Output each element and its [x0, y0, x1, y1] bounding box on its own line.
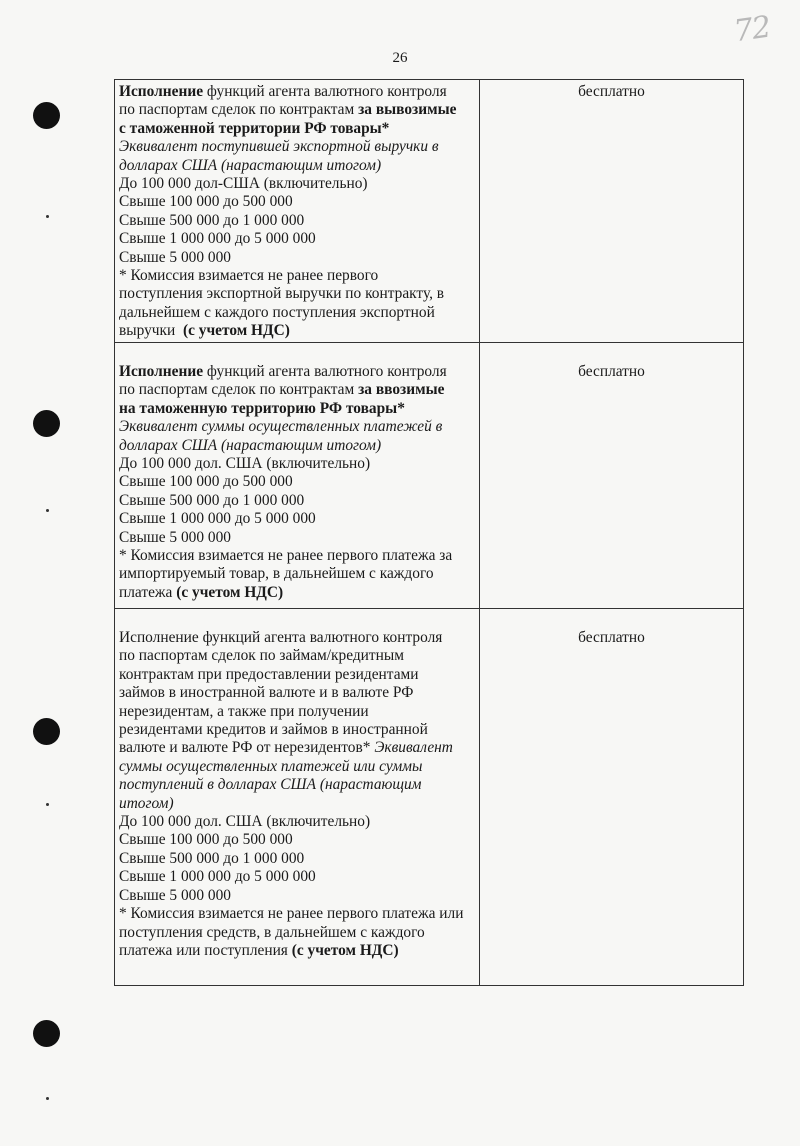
handwritten-page-mark: 72 [731, 9, 773, 50]
tier-line: Свыше 1 000 000 до 5 000 000 [119, 510, 316, 528]
equivalent-note: суммы осуществленных платежей или суммы [119, 757, 423, 775]
tier-line: До 100 000 дол. США (включительно) [119, 813, 371, 831]
price-cell [480, 80, 744, 343]
service-description-cell [115, 609, 480, 986]
service-title-bold: Исполнение [119, 363, 204, 380]
service-text: займов в иностранной валюте и в валюте РФ [119, 684, 414, 702]
punch-hole [33, 718, 60, 745]
page-number: 26 [392, 50, 408, 66]
service-title: функций агента валютного контроля [203, 363, 447, 380]
tier-line: До 100 000 дол-США (включительно) [119, 175, 368, 193]
equivalent-note: поступлений в долларах США (нарастающим [119, 776, 422, 794]
tier-line: Свыше 100 000 до 500 000 [119, 831, 293, 849]
tier-line: Свыше 100 000 до 500 000 [119, 473, 293, 491]
commission-note: * Комиссия взимается не ранее первого платежа за [119, 547, 453, 565]
commission-note: поступления средств, в дальнейшем с каждого [119, 923, 425, 941]
service-text-bold: за вывозимые [358, 101, 457, 119]
commission-note: поступления экспортной выручки по контракту, в [119, 285, 445, 303]
scan-speck [46, 1097, 49, 1100]
commission-note: * Комиссия взимается не ранее первого платежа или [119, 905, 464, 923]
service-text-bold: на таможенную территорию РФ товары* [119, 399, 405, 417]
tier-line: Свыше 1 000 000 до 5 000 000 [119, 868, 316, 886]
equivalent-note: итогом) [119, 794, 174, 812]
punch-hole [33, 410, 60, 437]
commission-note: выручки [119, 322, 183, 340]
vat-note: (с учетом НДС) [176, 583, 284, 601]
equivalent-note: долларах США (нарастающим итогом) [119, 436, 382, 454]
equivalent-note: долларах США (нарастающим итогом) [119, 156, 382, 174]
service-text: нерезидентам, а также при получении [119, 702, 369, 720]
service-text: валюте и валюте РФ от нерезидентов* [119, 739, 375, 757]
tier-line: Свыше 1 000 000 до 5 000 000 [119, 230, 316, 248]
price-cell [480, 343, 744, 609]
equivalent-note: Эквивалент [374, 739, 453, 757]
service-text: по паспортам сделок по контрактам [119, 101, 359, 119]
service-text: по паспортам сделок по займам/кредитным [119, 647, 404, 665]
tier-line: Свыше 500 000 до 1 000 000 [119, 211, 305, 229]
scan-speck [46, 215, 49, 218]
commission-note: дальнейшем с каждого поступления экспортной [119, 303, 435, 321]
table-row [115, 343, 744, 609]
service-text-bold: с таможенной территории РФ товары* [119, 119, 390, 137]
commission-note: импортируемый товар, в дальнейшем с каждого [119, 565, 434, 583]
equivalent-note: Эквивалент суммы осуществленных платежей в [119, 418, 443, 436]
punch-hole [33, 1020, 60, 1047]
price-value: бесплатно [578, 629, 645, 646]
service-text: контрактам при предоставлении резидентами [119, 665, 419, 683]
table-row [115, 80, 744, 343]
tier-line: Свыше 500 000 до 1 000 000 [119, 491, 305, 509]
table-row [115, 609, 744, 986]
service-title: функций агента валютного контроля [203, 83, 447, 100]
commission-note: * Комиссия взимается не ранее первого [119, 267, 379, 285]
tier-line: Свыше 5 000 000 [119, 528, 231, 546]
vat-note: (с учетом НДС) [291, 941, 399, 959]
service-text: Исполнение функций агента валютного контроля [119, 629, 443, 646]
service-text: по паспортам сделок по контрактам [119, 381, 359, 399]
service-description-cell [115, 80, 480, 343]
service-text-bold: за ввозимые [358, 381, 445, 399]
tier-line: Свыше 5 000 000 [119, 248, 231, 266]
tier-line: Свыше 5 000 000 [119, 886, 231, 904]
scan-speck [46, 803, 49, 806]
price-value: бесплатно [578, 83, 645, 100]
service-title-bold: Исполнение [119, 83, 204, 100]
service-description-cell [115, 343, 480, 609]
equivalent-note: Эквивалент поступившей экспортной выручки в [119, 138, 439, 156]
scan-speck [46, 509, 49, 512]
price-value: бесплатно [578, 363, 645, 380]
price-cell [480, 609, 744, 986]
tier-line: До 100 000 дол. США (включительно) [119, 455, 371, 473]
commission-note: платежа или поступления [119, 941, 292, 959]
tariff-table [114, 79, 744, 986]
tier-line: Свыше 500 000 до 1 000 000 [119, 849, 305, 867]
tier-line: Свыше 100 000 до 500 000 [119, 193, 293, 211]
punch-hole [33, 102, 60, 129]
commission-note: платежа [119, 583, 177, 601]
service-text: резидентами кредитов и займов в иностранной [119, 721, 428, 739]
vat-note: (с учетом НДС) [182, 322, 290, 340]
